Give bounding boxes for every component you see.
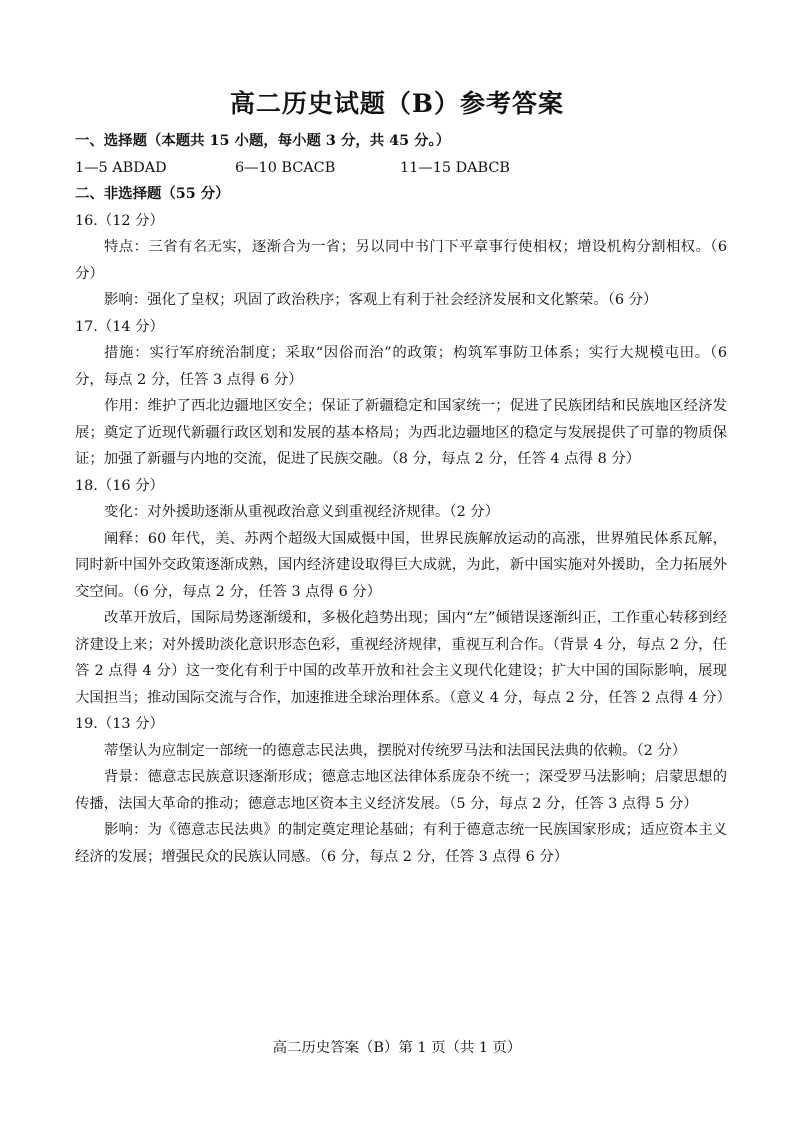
question-16-label: 16.（12 分） [75,212,164,229]
section2-heading: 二、非选择题（55 分） [75,185,230,202]
question-17-effects: 作用：维护了西北边疆地区安全；保证了新疆稳定和国家统一；促进了民族团结和民族地区经济发展；奠定了近现代新疆行政区划和发展的基本格局；为西北边疆地区的稳定与发展提供了可靠的物质保证；加强了新疆与内地的交流，促进了民族交融。（8 分，每点 2 分，任答 4 点得 8 分） [75,398,727,467]
answers-1-5: 1—5 ABDAD [75,159,167,176]
question-18-label: 18.（16 分） [75,477,164,494]
question-18-change: 变化：对外援助逐渐从重视政治意义到重视经济规律。（2 分） [104,504,500,520]
section1-heading: 一、选择题（本题共 15 小题，每小题 3 分，共 45 分。） [75,132,451,149]
question-19-view: 蒂堡认为应制定一部统一的德意志民法典，摆脱对传统罗马法和法国民法典的依赖。（2 分） [104,742,687,759]
page-title: 高二历史试题（B）参考答案 [229,89,565,118]
answers-11-15: 11—15 DABCB [400,159,510,176]
page-footer: 高二历史答案（B）第 1 页（共 1 页） [272,1040,522,1056]
multiple-choice-answers [75,155,727,182]
question-17-measures: 措施：实行军府统治制度；采取“因俗而治”的政策；构筑军事防卫体系；实行大规模屯田。（6 分，每点 2 分，任答 3 点得 6 分） [75,345,727,388]
question-17-label: 17.（14 分） [75,318,164,335]
question-16-impact: 影响：强化了皇权；巩固了政治秩序；客观上有利于社会经济发展和文化繁荣。（6 分） [104,292,658,308]
question-18-explanation: 阐释：60 年代，美、苏两个超级大国威慑中国，世界民族解放运动的高涨，世界殖民体系瓦解，同时新中国外交政策逐渐成熟，国内经济建设取得巨大成就，为此，新中国实施对外援助，全力拓展外交空间。（6 分，每点 2 分，任答 3 点得 6 分） [75,530,727,600]
question-18-reform: 改革开放后，国际局势逐渐缓和，多极化趋势出现；国内“左”倾错误逐渐纠正，工作重心转移到经济建设上来；对外援助淡化意识形态色彩，重视经济规律，重视互利合作。（背景 4 分，每点 2 分，任答 2 点得 4 分）这一变化有利于中国的改革开放和社会主义现代化建设；扩大中国的国际影响，展现大国担当；推动国际交流与合作，加速推进全球治理体系。（意义 4 分，每点 2 分，任答 2 点得 4 分） [75,610,732,706]
question-19-label: 19.（13 分） [75,716,164,732]
question-16-features: 特点：三省有名无实，逐渐合为一省；另以同中书门下平章事行使相权；增设机构分割相权。（6 分） [75,239,727,282]
page-content [75,128,732,870]
question-19-background: 背景：德意志民族意识逐渐形成；德意志地区法律体系庞杂不统一；深受罗马法影响；启蒙思想的传播，法国大革命的推动；德意志地区资本主义经济发展。（5 分，每点 2 分，任答 3 点得 5 分） [75,769,727,812]
question-19-impact: 影响：为《德意志民法典》的制定奠定理论基础；有利于德意志统一民族国家形成；适应资本主义经济的发展；增强民众的民族认同感。（6 分，每点 2 分，任答 3 点得 6 分） [75,822,727,865]
answers-6-10: 6—10 BCACB [235,159,336,176]
